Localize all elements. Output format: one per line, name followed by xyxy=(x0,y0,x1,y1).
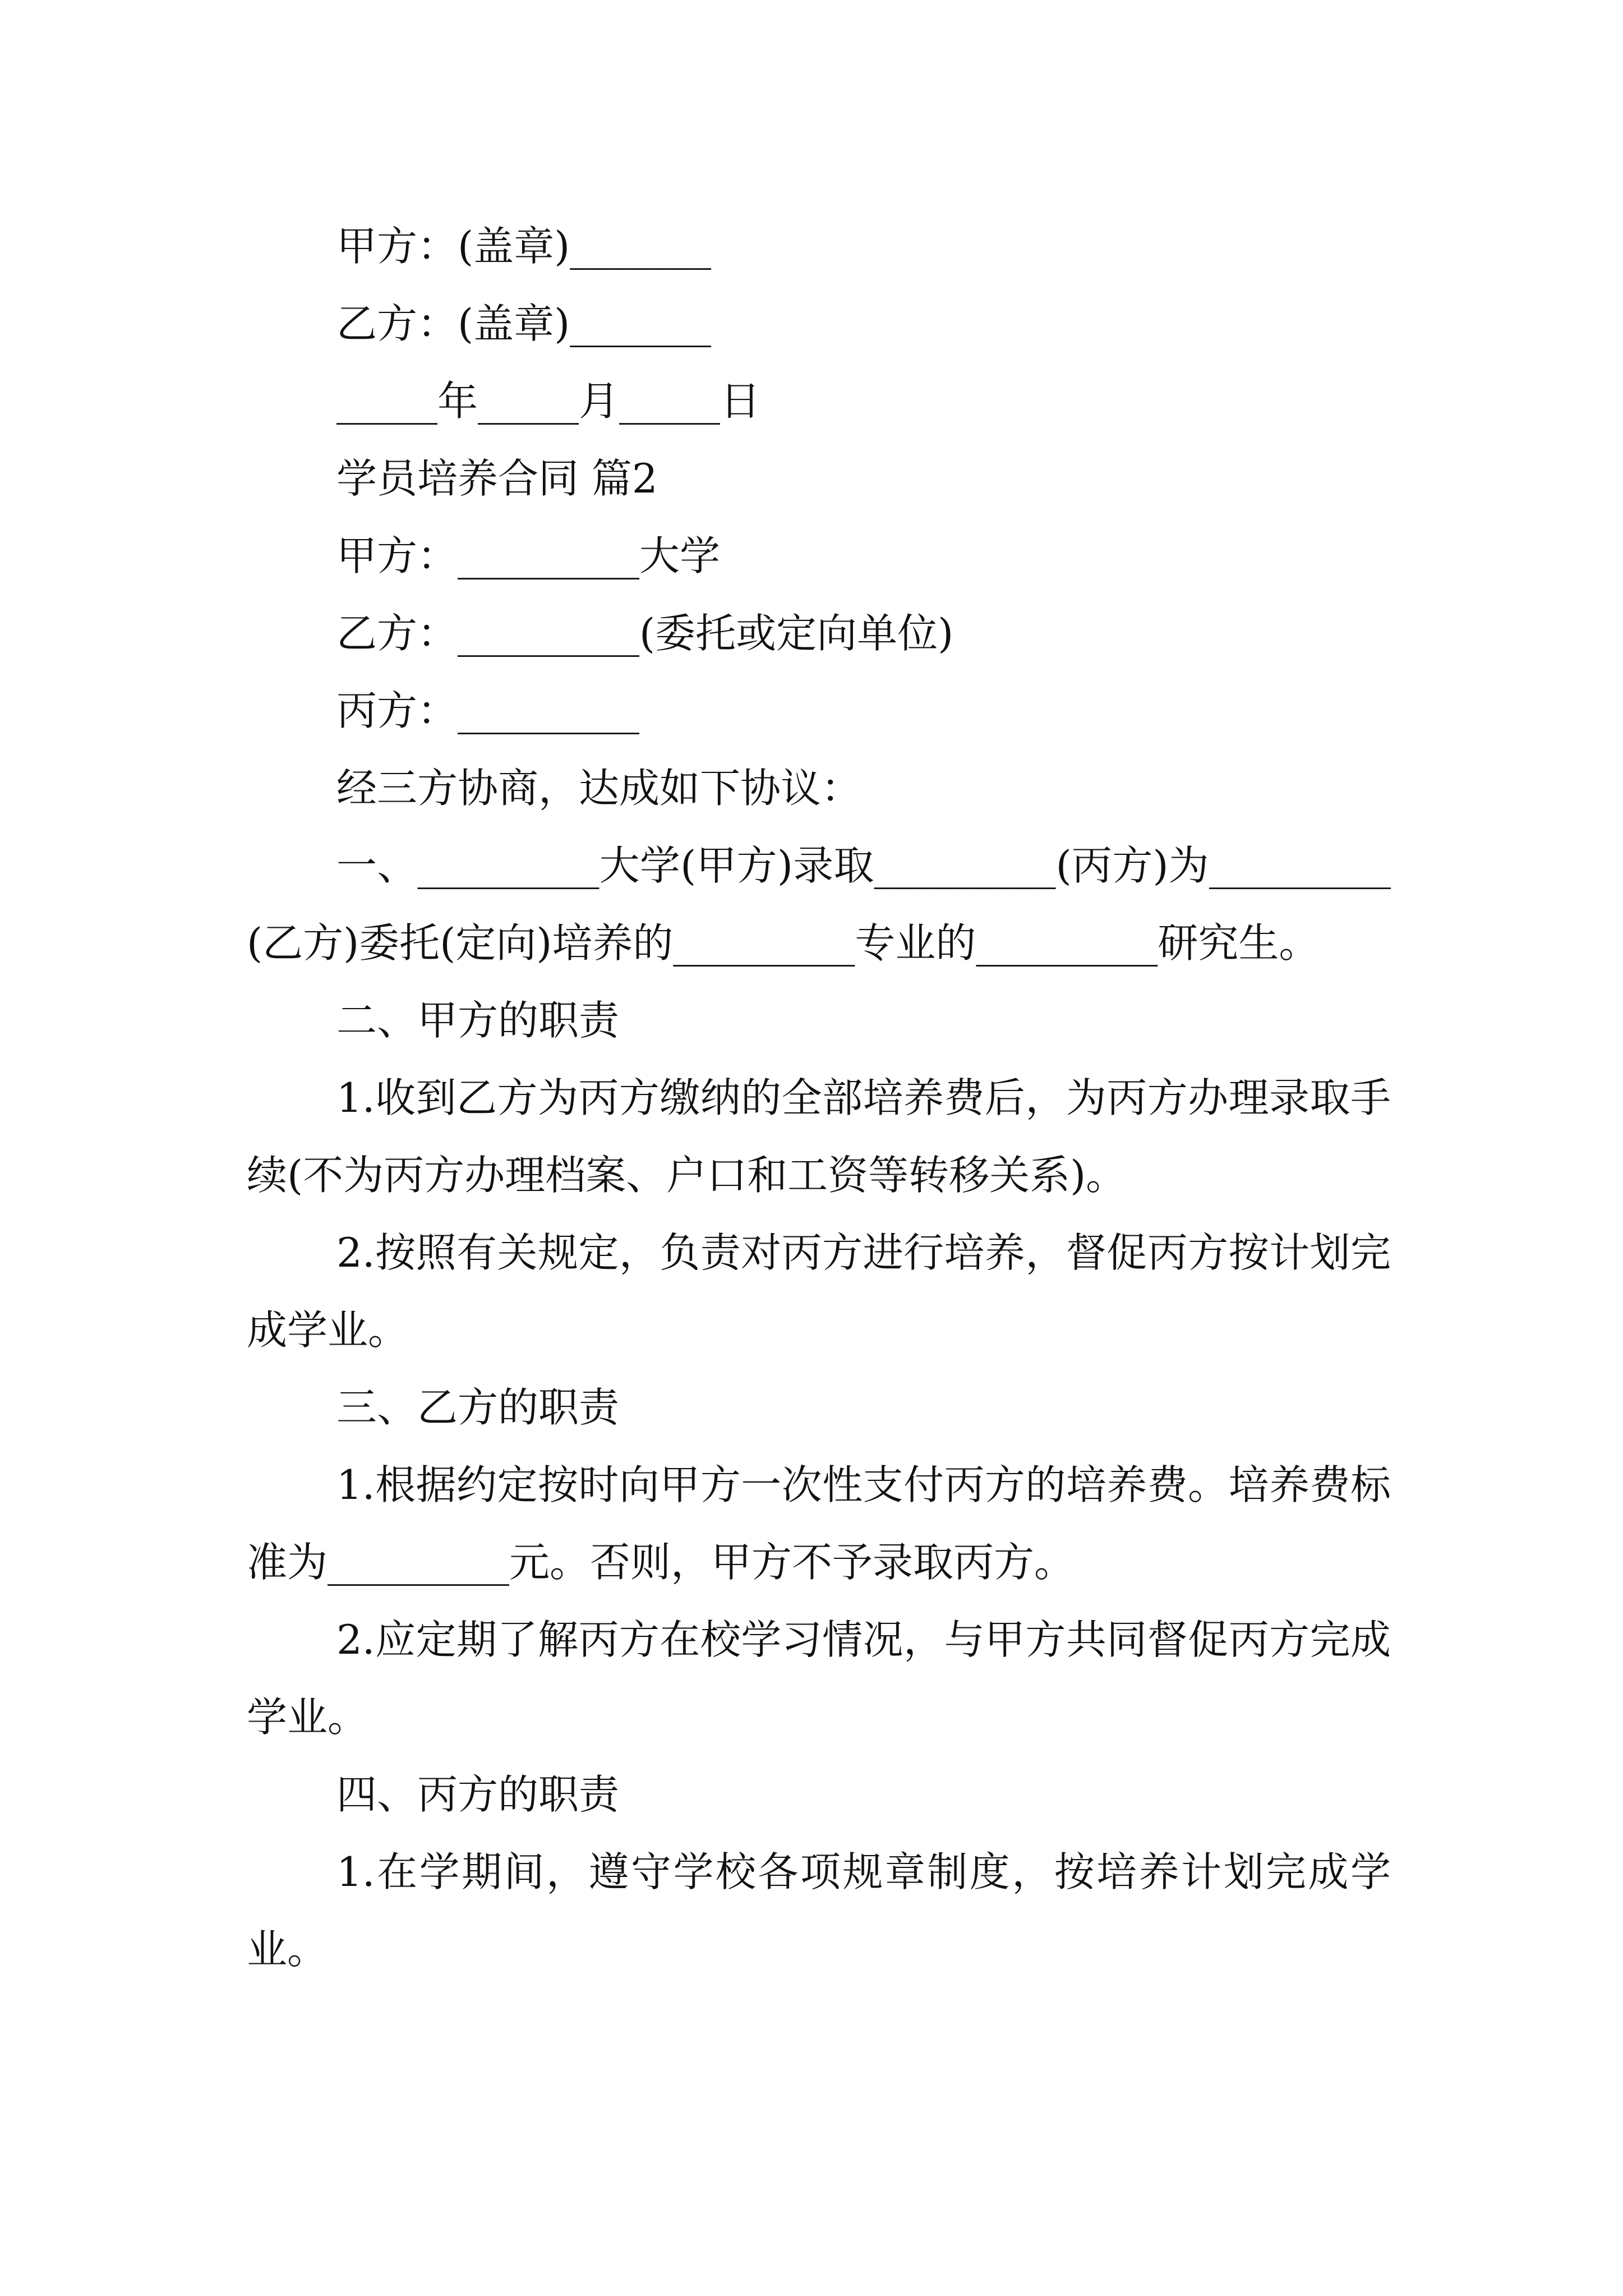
party-a-duty-2: 2.按照有关规定，负责对丙方进行培养，督促丙方按计划完成学业。 xyxy=(247,1229,1391,1354)
party-a-seal-line: 甲方：(盖章)_______ xyxy=(336,223,712,270)
date-line: _____年_____月_____日 xyxy=(336,378,760,425)
party-b-seal-line: 乙方：(盖章)_______ xyxy=(336,300,712,347)
clause-1: 一、_________大学(甲方)录取_________(丙方)为_________(乙方)委托(定向)培养的_________专业的_________研究生。 xyxy=(247,842,1391,967)
agreement-intro: 经三方协商，达成如下协议： xyxy=(336,765,862,812)
party-a-duty-1: 1.收到乙方为丙方缴纳的全部培养费后，为丙方办理录取手续(不为丙方办理档案、户口和工资等转移关系)。 xyxy=(247,1074,1391,1199)
heading-party-c-duties: 四、丙方的职责 xyxy=(336,1771,620,1818)
document-body xyxy=(247,208,1391,1988)
section-title: 学员培养合同 篇2 xyxy=(336,455,658,502)
party-c-duty-1: 1.在学期间，遵守学校各项规章制度，按培养计划完成学业。 xyxy=(247,1848,1391,1973)
party-b-duty-1: 1.根据约定按时向甲方一次性支付丙方的培养费。培养费标准为_________元。否则，甲方不予录取丙方。 xyxy=(247,1461,1391,1586)
heading-party-b-duties: 三、乙方的职责 xyxy=(336,1384,620,1431)
party-b-duty-2: 2.应定期了解丙方在校学习情况，与甲方共同督促丙方完成学业。 xyxy=(247,1616,1391,1741)
party-c-line: 丙方：_________ xyxy=(336,687,640,734)
party-b-line: 乙方：_________(委托或定向单位) xyxy=(336,610,954,657)
party-a-line: 甲方：_________大学 xyxy=(336,532,721,579)
heading-party-a-duties: 二、甲方的职责 xyxy=(336,997,620,1044)
